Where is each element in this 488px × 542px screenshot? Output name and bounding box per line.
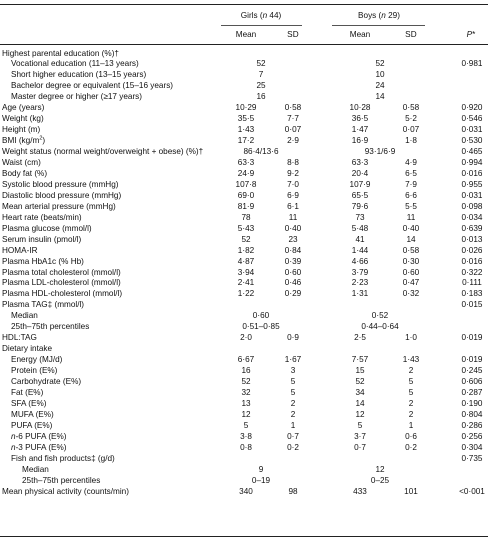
boys-mean: 65·5 [351,190,369,200]
row-label: Protein (E%) [11,366,58,376]
p-value: 0·606 [461,377,483,386]
boys-mean: 73 [355,212,365,222]
table-row [0,378,488,388]
girls-sd: 9·2 [287,168,299,178]
table-row [0,279,488,289]
table-row [0,269,488,279]
table-row [0,345,488,355]
girls-mean: 17·2 [237,136,255,146]
girls-sd-header: SD [287,30,299,39]
girls-value: 86·4/13·6 [243,147,279,157]
boys-mean: 79·6 [351,201,369,211]
boys-sd: 0·6 [405,431,417,441]
boys-mean: 20·4 [351,168,369,178]
boys-mean: 3·79 [351,267,369,277]
girls-value: 52 [256,59,266,69]
boys-value: 0–25 [370,475,390,485]
girls-mean: 16 [241,366,251,376]
girls-mean: 4·87 [237,256,255,266]
p-value: 0·031 [461,190,483,200]
table-row [0,389,488,399]
row-label: Master degree or higher (≥17 years) [11,92,143,102]
p-value: 0·183 [461,289,483,299]
girls-value: 0·51–0·85 [242,322,280,332]
girls-mean: 1·82 [237,245,255,255]
row-label: Fish and fish products‡ (g/d) [11,453,115,463]
girls-sd: 1 [290,420,296,430]
p-value: 0·013 [461,234,483,244]
boys-mean: 15 [355,366,365,376]
girls-value: 25 [256,81,266,91]
row-label: Serum insulin (pmol/l) [2,234,82,244]
header-rule [0,44,488,45]
boys-mean: 34 [355,387,365,397]
table-row [0,170,488,180]
row-label: 25th–75th percentiles [11,322,90,332]
boys-sd: 1·0 [405,333,417,343]
girls-sd: 5 [290,377,296,386]
p-value: 0·304 [461,442,483,452]
row-label: Plasma HbA1c (% Hb) [2,256,84,266]
girls-sd: 0·58 [284,103,302,113]
boys-sd: 0·58 [402,103,420,113]
boys-mean: 107·9 [349,179,371,189]
boys-sd: 2 [408,366,414,376]
table-row [0,192,488,202]
girls-sd: 3 [290,366,296,376]
table-row [0,356,488,366]
row-label: Plasma TAG‡ (mmol/l) [2,300,85,310]
boys-sd: 2 [408,398,414,408]
row-label: Energy (MJ/d) [11,355,63,365]
p-value-header: P* [466,30,476,39]
boys-mean: 2·5 [354,333,366,343]
boys-mean: 4·66 [351,256,369,266]
p-value: 0·981 [461,59,483,69]
boys-mean: 7·57 [351,355,369,365]
girls-sd: 6·9 [287,190,299,200]
row-label: Short higher education (13–15 years) [11,70,147,80]
table-row [0,444,488,454]
boys-mean: 63·3 [351,158,369,167]
row-label: Weight (kg) [2,114,44,124]
boys-mean: 41 [355,234,365,244]
girls-value: 0·60 [252,311,270,321]
girls-sd: 8·8 [287,158,299,167]
girls-mean: 107·8 [235,179,257,189]
row-label: PUFA (E%) [11,420,53,430]
girls-mean-header: Mean [235,30,257,39]
boys-mean: 2·23 [351,278,369,288]
girls-mean: 12 [241,409,251,419]
p-value: 0·190 [461,398,483,408]
boys-sd: 0·60 [402,267,420,277]
girls-sd: 98 [288,486,298,496]
row-label: Median [22,464,49,474]
p-value: 0·322 [461,267,483,277]
table-row [0,60,488,70]
girls-sd: 0·9 [287,333,299,343]
p-value: 0·287 [461,387,483,397]
boys-mean: 36·5 [351,114,369,124]
boys-value: 0·52 [371,311,389,321]
girls-sd: 6·1 [287,201,299,211]
girls-mean: 2·41 [237,278,255,288]
girls-mean: 35·5 [237,114,255,124]
girls-sd: 2·9 [287,136,299,146]
row-label: Plasma LDL-cholesterol (mmol/l) [2,278,121,288]
table-row [0,148,488,158]
girls-mean: 2·0 [240,333,252,343]
table-row [0,225,488,235]
boys-header: Boys (n 29) [358,11,400,20]
row-label: Mean physical activity (counts/min) [2,486,129,496]
table-row [0,93,488,103]
table-row [0,323,488,333]
p-value: 0·256 [461,431,483,441]
girls-sd: 0·2 [287,442,299,452]
p-value: 0·639 [461,223,483,233]
row-label: SFA (E%) [11,398,47,408]
girls-value: 7 [258,70,264,80]
table-row [0,488,488,498]
girls-sd: 2 [290,409,296,419]
p-value: 0·286 [461,420,483,430]
girls-mean: 5·43 [237,223,255,233]
bottom-rule [0,536,488,537]
row-label: Heart rate (beats/min) [2,212,82,222]
boys-sd: 0·40 [402,223,420,233]
p-value: 0·920 [461,103,483,113]
girls-mean: 63·3 [237,158,255,167]
boys-sd: 14 [406,234,416,244]
boys-sd: 2 [408,409,414,419]
boys-sd: 11 [406,212,416,222]
girls-sd: 0·29 [284,289,302,299]
boys-sd: 0·47 [402,278,420,288]
boys-mean: 1·47 [351,125,369,135]
p-value: 0·994 [461,158,483,167]
girls-mean: 24·9 [237,168,255,178]
row-label: HDL:TAG [2,333,37,343]
girls-sd: 2 [290,398,296,408]
table-row [0,301,488,311]
boys-sd: 5·5 [405,201,417,211]
row-label: Body fat (%) [2,168,48,178]
girls-mean: 1·22 [237,289,255,299]
girls-sd: 0·46 [284,278,302,288]
girls-mean: 0·8 [240,442,252,452]
girls-value: 0–19 [251,475,271,485]
p-value: 0·016 [461,256,483,266]
table-row [0,312,488,322]
p-value: 0·098 [461,201,483,211]
boys-sd: 0·32 [402,289,420,299]
p-value: 0·026 [461,245,483,255]
girls-sd: 0·07 [284,125,302,135]
table-row [0,203,488,213]
table-row [0,159,488,169]
boys-mean: 1·44 [351,245,369,255]
table-row [0,236,488,246]
girls-sd: 0·7 [287,431,299,441]
girls-sd: 0·40 [284,223,302,233]
p-value: 0·034 [461,212,483,222]
girls-sd: 7·7 [287,114,299,124]
row-label: Age (years) [2,103,45,113]
row-label: Dietary intake [2,344,53,354]
p-value: 0·735 [461,453,483,463]
p-value: 0·016 [461,168,483,178]
boys-mean: 0·7 [354,442,366,452]
boys-value: 10 [375,70,385,80]
girls-mean: 340 [239,486,253,496]
girls-mean: 52 [241,234,251,244]
row-label: Height (m) [2,125,41,135]
table-row [0,334,488,344]
table-row [0,477,488,487]
boys-sd: 5 [408,387,414,397]
boys-sd: 0·07 [402,125,420,135]
table-row [0,433,488,443]
boys-value: 0·44–0·64 [361,322,399,332]
boys-sd: 0·58 [402,245,420,255]
row-label: Highest parental education (%)† [2,48,119,58]
row-label: Weight status (normal weight/overweight + obese) (%)† [2,147,204,157]
boys-sd: 5 [408,377,414,386]
p-value: 0·245 [461,366,483,376]
table-row [0,71,488,81]
table-row [0,455,488,465]
boys-mean: 433 [353,486,367,496]
girls-header: Girls (n 44) [240,11,282,20]
girls-sd: 0·84 [284,245,302,255]
row-label: BMI $(kg/m^2)$ [2,135,46,146]
girls-sd: 23 [288,234,298,244]
boys-sd-header: SD [405,30,417,39]
row-label: Mean arterial pressure (mmHg) [2,201,116,211]
table-row [0,367,488,377]
row-label: Median [11,311,38,321]
girls-mean: 10·29 [235,103,257,113]
girls-mean: 1·43 [237,125,255,135]
boys-sd: 1·43 [402,355,420,365]
girls-sd: 0·60 [284,267,302,277]
girls-mean: 3·8 [240,431,252,441]
p-value: 0·465 [461,147,483,157]
boys-value: 12 [375,464,385,474]
p-value: <0·001 [459,486,485,496]
p-value: 0·546 [461,114,483,124]
row-label: Bachelor degree or equivalent (15–16 years) [11,81,174,91]
table-row [0,214,488,224]
boys-mean: 52 [355,377,365,386]
boys-mean: 14 [355,398,365,408]
row-label: Vocational education (11–13 years) [11,59,139,69]
row-label: Plasma total cholesterol (mmol/l) [2,267,121,277]
girls-sd: 1·67 [284,355,302,365]
p-value: 0·015 [461,300,483,310]
girls-sd: 11 [288,212,298,222]
boys-value: 14 [375,92,385,102]
girls-mean: 78 [241,212,251,222]
row-label: Fat (E%) [11,387,44,397]
boys-value: 52 [375,59,385,69]
row-label: Carbohydrate (E%) [11,377,82,386]
table-row [0,400,488,410]
boys-mean: 1·31 [351,289,369,299]
row-label: Diastolic blood pressure (mmHg) [2,190,122,200]
boys-sd: 0·30 [402,256,420,266]
table-row [0,411,488,421]
girls-subrule [221,25,302,26]
row-label: Plasma glucose (mmol/l) [2,223,92,233]
row-label: n-3 PUFA (E%) [11,442,67,452]
p-value: 0·111 [462,278,482,288]
girls-sd: 0·39 [284,256,302,266]
table-row [0,247,488,257]
table-row [0,126,488,136]
girls-sd: 5 [290,387,296,397]
p-value: 0·804 [461,409,483,419]
table-row [0,258,488,268]
girls-value: 16 [256,92,266,102]
row-label: Systolic blood pressure (mmHg) [2,179,119,189]
p-value: 0·031 [461,125,483,135]
p-value: 0·955 [461,179,483,189]
boys-subrule [332,25,425,26]
boys-mean: 3·7 [354,431,366,441]
boys-sd: 6·6 [405,190,417,200]
row-label: Plasma HDL-cholesterol (mmol/l) [2,289,123,299]
row-label: Waist (cm) [2,158,41,167]
boys-sd: 5·2 [405,114,417,124]
table-row [0,82,488,92]
boys-mean: 12 [355,409,365,419]
table-row [0,137,488,147]
boys-sd: 1 [408,420,414,430]
top-rule [0,4,488,5]
boys-mean: 5·48 [351,223,369,233]
boys-sd: 7·9 [405,179,417,189]
row-label: n-6 PUFA (E%) [11,431,67,441]
boys-value: 93·1/6·9 [364,147,396,157]
boys-mean: 10·28 [349,103,371,113]
girls-mean: 69·0 [237,190,255,200]
table-row [0,104,488,114]
table-row [0,115,488,125]
girls-mean: 6·67 [237,355,255,365]
girls-mean: 52 [241,377,251,386]
boys-mean: 5 [357,420,363,430]
boys-sd: 101 [404,486,418,496]
p-value: 0·530 [461,136,483,146]
table-row [0,466,488,476]
table-row [0,290,488,300]
p-value: 0·019 [461,355,483,365]
table-row [0,50,488,60]
girls-mean: 5 [243,420,249,430]
boys-mean-header: Mean [349,30,371,39]
boys-sd: 6·5 [405,168,417,178]
table-row [0,422,488,432]
girls-mean: 13 [241,398,251,408]
boys-mean: 16·9 [351,136,369,146]
table-row [0,181,488,191]
row-label: 25th–75th percentiles [22,475,101,485]
boys-sd: 4·9 [405,158,417,167]
girls-mean: 81·9 [237,201,255,211]
boys-sd: 0·2 [405,442,417,452]
boys-sd: 1·8 [405,136,417,146]
girls-mean: 3·94 [237,267,255,277]
girls-value: 9 [258,464,264,474]
girls-sd: 7·0 [287,179,299,189]
row-label: HOMA-IR [2,245,38,255]
boys-value: 24 [375,81,385,91]
row-label: MUFA (E%) [11,409,54,419]
girls-mean: 32 [241,387,251,397]
p-value: 0·019 [461,333,483,343]
